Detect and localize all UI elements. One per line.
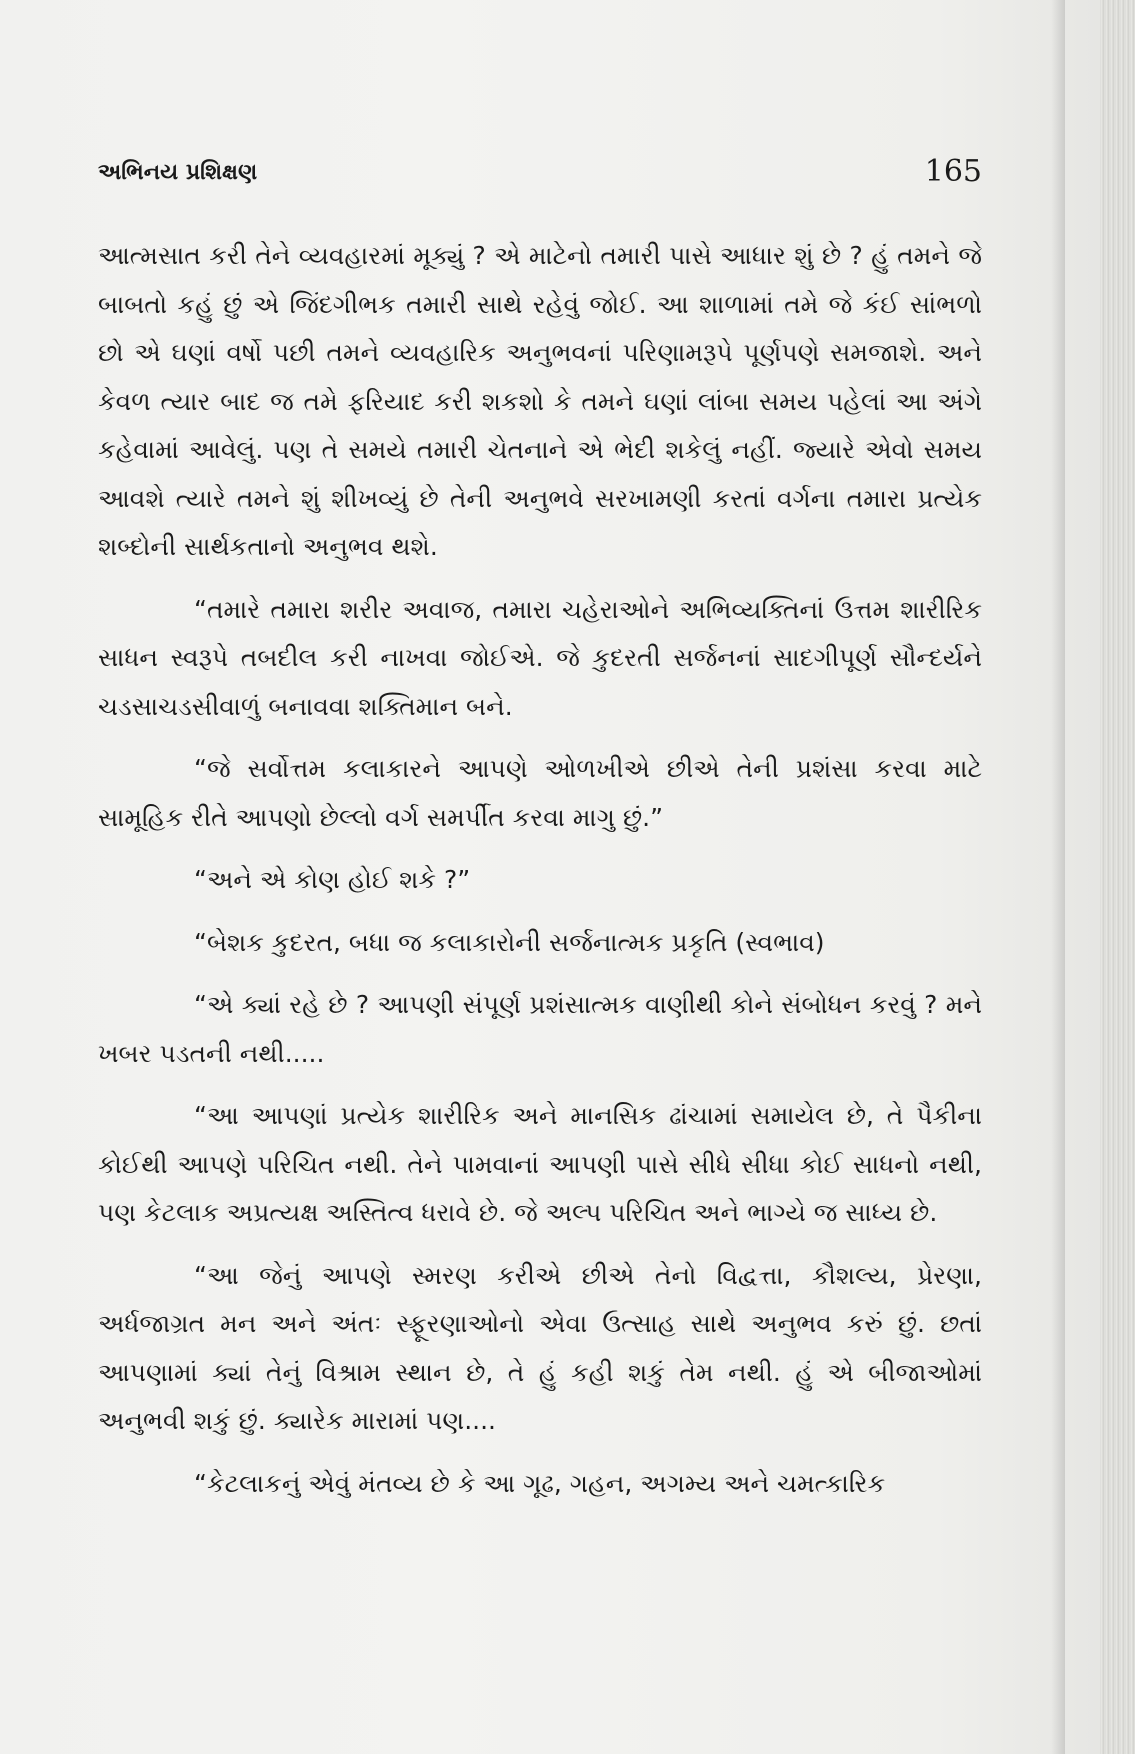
paragraph: “અને એ કોણ હોઈ શકે ?”	[194, 865, 471, 894]
page-header	[98, 150, 982, 190]
paragraph: “એ ક્યાં રહે છે ? આપણી સંપૂર્ણ પ્રશંસાત્મક વાણીથી કોને સંબોધન કરવું ? મને ખબર પડતની નથી.....	[98, 990, 982, 1068]
paragraph: “કેટલાકનું એવું મંતવ્ય છે કે આ ગૂઢ, ગહન, અગમ્ય અને ચમત્કારિક	[194, 1468, 886, 1498]
paragraph: આત્મસાત કરી તેને વ્યવહારમાં મૂક્યું ? એ માટેનો તમારી પાસે આધાર શું છે ? હું તમને જે બાબતો કહું છું એ જિંદગીભક તમારી સાથે રહેવું જોઈ. આ શાળામાં તમે જે કંઈ સાંભળો છો એ ઘણાં વર્ષો પછી તમને વ્યવહારિક અનુભવનાં પરિણામરૂપે પૂર્ણપણે સમજાશે. અને કેવળ ત્યાર બાદ જ તમે ફરિયાદ કરી શકશો કે તમને ઘણાં લાંબા સમય પહેલાં આ અંગે કહેવામાં આવેલું. પણ તે સમયે તમારી ચેતનાને એ ભેદી શકેલું નહીં. જ્યારે એવો સમય આવશે ત્યારે તમને શું શીખવ્યું છે તેની અનુભવે સરખામણી કરતાં વર્ગના તમારા પ્રત્યેક શબ્દોની સાર્થકતાનો અનુભવ થશે.	[98, 241, 982, 561]
paragraph: “જે સર્વોત્તમ કલાકારને આપણે ઓળખીએ છીએ તેની પ્રશંસા કરવા માટે સામૂહિક રીતે આપણો છેલ્લો વર્ગ સમર્પીત કરવા માગુ છું.”	[98, 754, 982, 832]
page-stack-edge	[1100, 0, 1135, 1754]
paragraph: “બેશક કુદરત, બધા જ કલાકારોની સર્જનાત્મક પ્રકૃતિ (સ્વભાવ)	[194, 927, 825, 957]
paragraph: “આ આપણાં પ્રત્યેક શારીરિક અને માનસિક ઢાંચામાં સમાયેલ છે, તે પૈકીના કોઈથી આપણે પરિચિત નથી. તેને પામવાનાં આપણી પાસે સીધે સીધા કોઈ સાધનો નથી, પણ કેટલાક અપ્રત્યક્ષ અસ્તિત્વ ધરાવે છે. જે અલ્પ પરિચિત અને ભાગ્યે જ સાધ્ય છે.	[98, 1101, 982, 1227]
page-gutter-shadow	[1051, 0, 1065, 1754]
running-title: અભિનય પ્રશિક્ષણ	[98, 160, 258, 185]
page-number: 165	[924, 154, 982, 189]
body-text	[98, 232, 982, 1522]
paragraph: “આ જેનું આપણે સ્મરણ કરીએ છીએ તેનો વિદ્વત્તા, કૌશલ્ય, પ્રેરણા, અર્ધજાગ્રત મન અને અંતઃ સ્ફૂરણાઓનો એવા ઉત્સાહ સાથે અનુભવ કરું છું. છતાં આપણામાં ક્યાં તેનું વિશ્રામ સ્થાન છે, તે હું કહી શકું તેમ નથી. હું એ બીજાઓમાં અનુભવી શકું છું. ક્યારેક મારામાં પણ....	[98, 1260, 982, 1435]
paragraph: “તમારે તમારા શરીર અવાજ, તમારા ચહેરાઓને અભિવ્યક્તિનાં ઉત્તમ શારીરિક સાધન સ્વરૂપે તબદીલ કરી નાખવા જોઈએ. જે કુદરતી સર્જનનાં સાદગીપૂર્ણ સૌન્દર્યને ચડસાચડસીવાળું બનાવવા શક્તિમાન બને.	[98, 594, 982, 721]
